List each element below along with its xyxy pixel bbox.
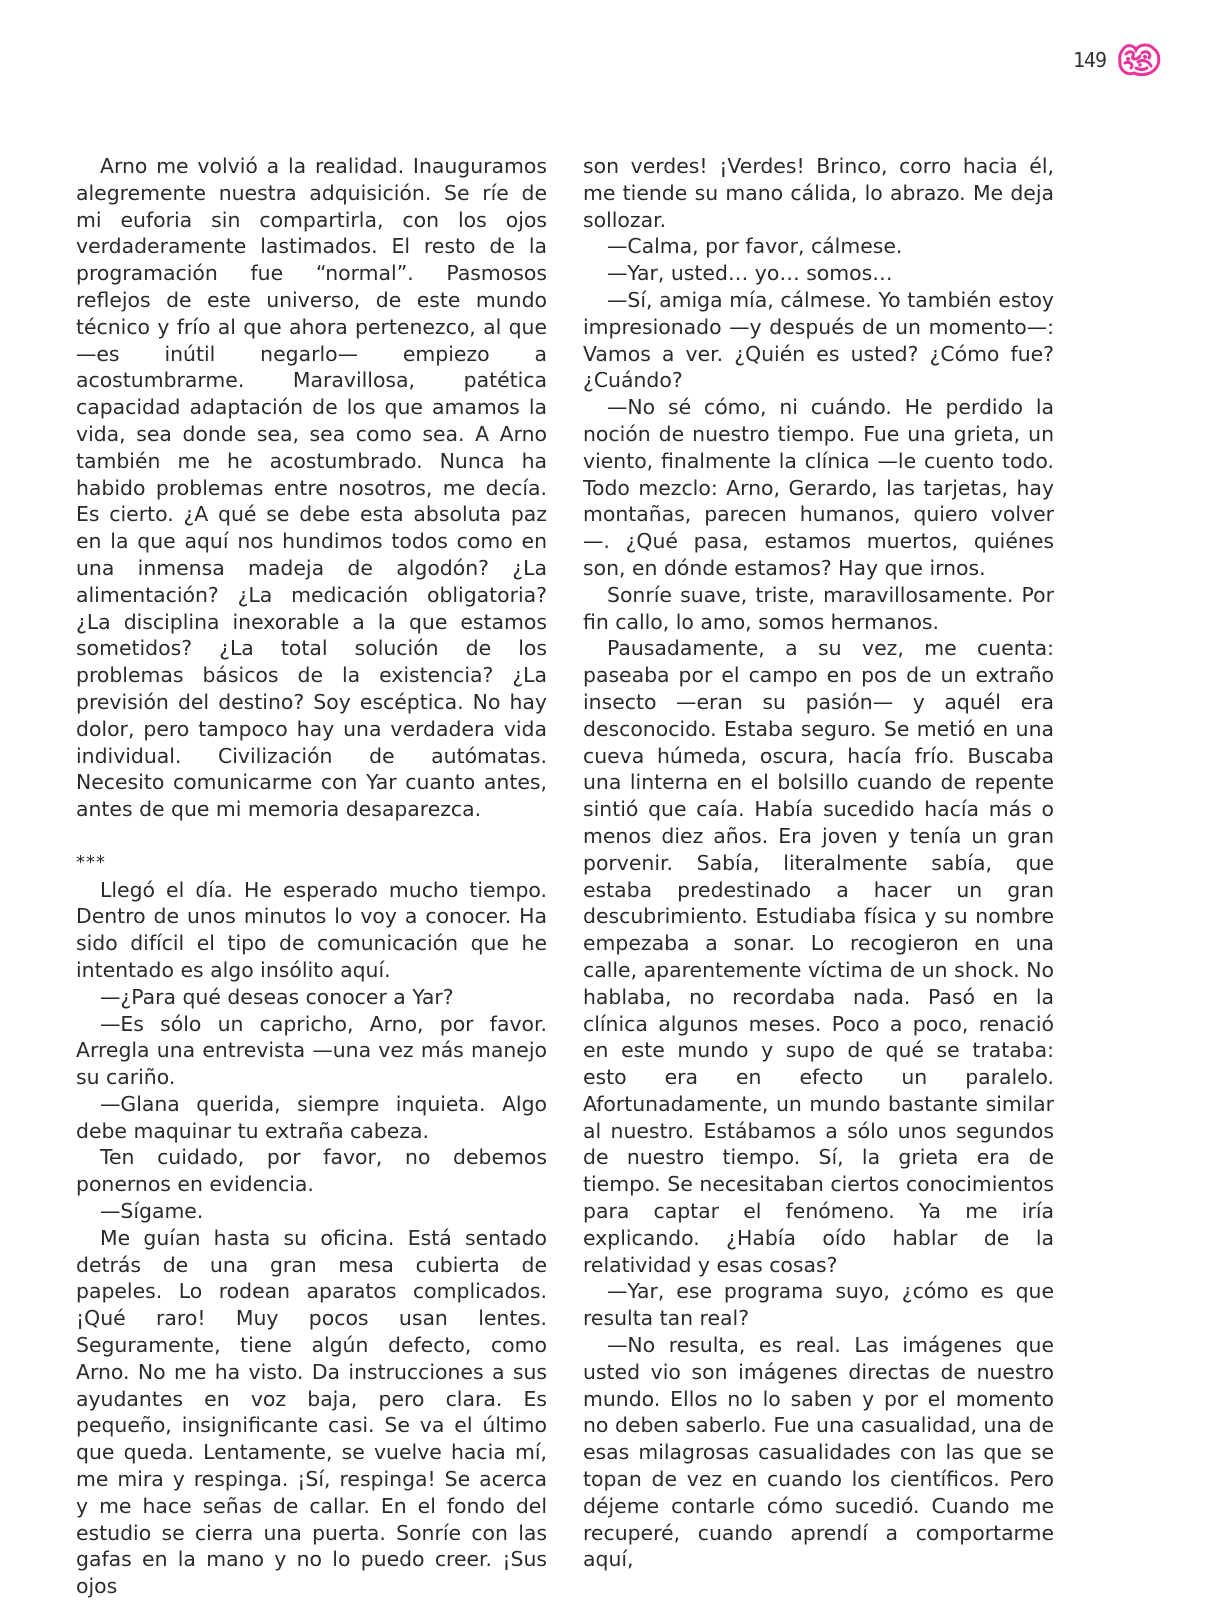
dialogue-line: —Yar, ese programa suyo, ¿cómo es que resulta tan real?	[583, 1279, 1054, 1331]
dialogue-line: —Es sólo un capricho, Arno, por favor. Arregla una entrevista —una vez más manejo su cariño.	[76, 1011, 547, 1090]
paragraph: Me guían hasta su oficina. Está sentado detrás de una gran mesa cubierta de papeles. Lo rodean aparatos complicados. ¡Qué raro! Muy pocos usan lentes. Seguramente, tiene algún defecto, como Arno. No me ha visto. Da instrucciones a sus ayudantes en voz baja, pero clara. Es pequeño, insignificante casi. Se va el último que queda. Lentamente, se vuelve hacia mí, me mira y respinga. ¡Sí, respinga! Se acerca y me hace señas de callar. En el fondo del estudio se cierra una puerta. Sonríe con las gafas en la mano y no lo puedo creer. ¡Sus ojos	[76, 1225, 547, 1599]
dialogue-line: —Sígame.	[100, 1199, 204, 1224]
page-number: 149	[1072, 48, 1106, 72]
paragraph: Pausadamente, a su vez, me cuenta: paseaba por el campo en pos de un extraño insecto —eran su pasión— y aquél era desconocido. Estaba seguro. Se metió en una cueva húmeda, oscura, hacía frío. Buscaba una linterna en el bolsillo cuando de repente sintió que caía. Había sucedido hacía más o menos diez años. Era joven y tenía un gran porvenir. Sabía, literalmente sabía, que estaba predestinado a hacer un gran descubrimiento. Estudiaba física y su nombre empezaba a sonar. Lo recogieron en una calle, aparentemente víctima de un shock. No hablaba, no recordaba nada. Pasó en la clínica algunos meses. Poco a poco, renació en este mundo y supo de qué se trataba: esto era en efecto un paralelo. Afortunadamente, un mundo bastante similar al nuestro. Estábamos a sólo unos segundos de nuestro tiempo. Sí, la grieta era de tiempo. Se necesitaban ciertos conocimientos para captar el fenómeno. Ya me iría explicando. ¿Había oído hablar de la relatividad y esas cosas?	[583, 636, 1054, 1277]
paragraph: Arno me volvió a la realidad. Inauguramos alegremente nuestra adquisición. Se ríe de mi euforia sin compartirla, con los ojos verdaderamente lastimados. El resto de la programación fue “normal”. Pasmosos reflejos de este universo, de este mundo técnico y frío al que ahora pertenezco, al que —es inútil negarlo— empiezo a acostumbrarme. Maravillosa, patética capacidad adaptación de los que amamos la vida, sea donde sea, sea como sea. A Arno también me he acostumbrado. Nunca ha habido problemas entre nosotros, me decía. Es cierto. ¿A qué se debe esta absoluta paz en la que aquí nos hundimos todos como en una inmensa madeja de algodón? ¿La alimentación? ¿La medicación obligatoria? ¿La disciplina inexorable a la que estamos sometidos? ¿La total solución de los problemas básicos de la existencia? ¿La previsión del destino? Soy escéptica. No hay dolor, pero tampoco hay una verdadera vida individual. Civilización de autómatas. Necesito comunicarme con Yar cuanto antes, antes de que mi memoria desaparezca.	[76, 154, 547, 822]
dialogue-line: —Calma, por favor, cálmese.	[607, 234, 903, 259]
paragraph: Ten cuidado, por favor, no debemos ponernos en evidencia.	[76, 1145, 547, 1197]
left-text-column	[76, 153, 547, 1600]
ornament-logo-icon	[1116, 41, 1162, 79]
dialogue-line: —Glana querida, siempre inquieta. Algo debe maquinar tu extraña cabeza.	[76, 1091, 547, 1143]
dialogue-line: —No sé cómo, ni cuándo. He perdido la noción de nuestro tiempo. Fue una grieta, un viento, finalmente la clínica —le cuento todo. Todo mezclo: Arno, Gerardo, las tarjetas, hay montañas, parecen humanos, quiero volver—. ¿Qué pasa, estamos muertos, quiénes son, en dónde estamos? Hay que irnos.	[583, 395, 1054, 580]
paragraph: Llegó el día. He esperado mucho tiempo. Dentro de unos minutos lo voy a conocer. Ha sido difícil el tipo de comunicación que he intentado es algo insólito aquí.	[76, 877, 547, 982]
dialogue-line: —No resulta, es real. Las imágenes que usted vio son imágenes directas de nuestro mundo. Ellos no lo saben y por el momento no deben saberlo. Fue una casualidad, una de esas milagrosas casualidades con las que se topan de vez en cuando los científicos. Pero déjeme contarle cómo sucedió. Cuando me recuperé, cuando aprendí a comportarme aquí,	[583, 1333, 1054, 1572]
paragraph: Sonríe suave, triste, maravillosamente. Por fin callo, lo amo, somos hermanos.	[583, 582, 1054, 634]
dialogue-line: —Sí, amiga mía, cálmese. Yo también estoy impresionado —y después de un momento—: Vamos a ver. ¿Quién es usted? ¿Cómo fue? ¿Cuándo?	[583, 287, 1054, 393]
right-text-column	[583, 153, 1054, 1573]
page-header	[1073, 40, 1162, 80]
section-separator: ***	[76, 851, 106, 873]
dialogue-line: —Yar, usted… yo… somos…	[607, 261, 893, 286]
paragraph-continued: son verdes! ¡Verdes! Brinco, corro hacia él, me tiende su mano cálida, lo abrazo. Me deja sollozar.	[583, 154, 1054, 232]
dialogue-line: —¿Para qué deseas conocer a Yar?	[100, 984, 454, 1009]
